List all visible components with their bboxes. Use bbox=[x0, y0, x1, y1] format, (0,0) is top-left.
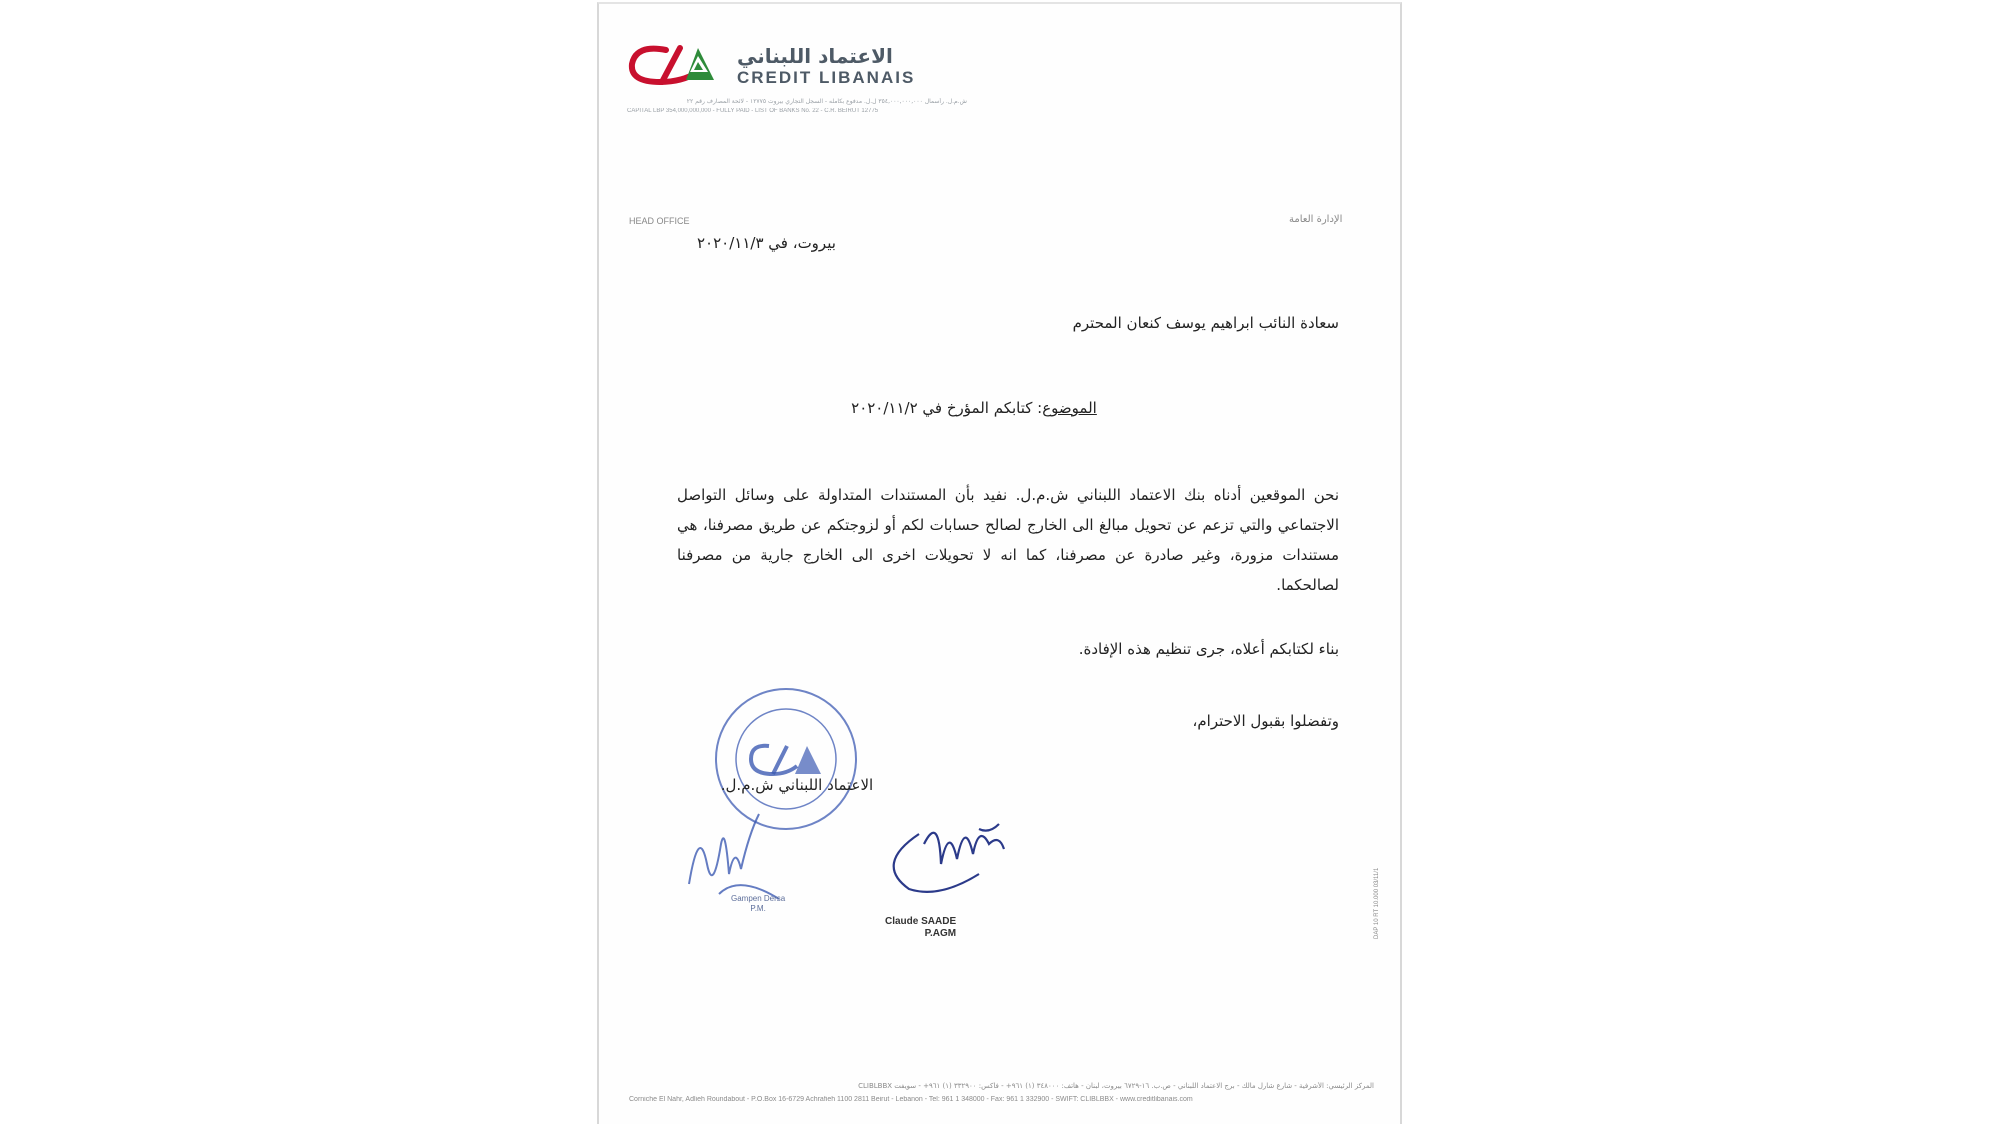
footer-address-arabic: المركز الرئيسي: الأشرفية - شارع شارل مالك - برج الاعتماد اللبناني - ص.ب. ١٦-٦٧٢٩ بيروت، لبنان - هاتف: ٣٤٨٠٠٠ (١) ٩٦١+ - فاكس: ٣٣٢٩٠٠ (١) ٩٦١+ - سويفت CLIBLBBX bbox=[858, 1082, 1374, 1090]
signature-1 bbox=[679, 804, 799, 904]
letter-date: بيروت، في ٢٠٢٠/١١/٣ bbox=[697, 234, 836, 252]
side-reference-code: DAP 10 RT 10.000 03/11/1 bbox=[1374, 867, 1380, 939]
signer-1-name: Gampen Dersa bbox=[731, 894, 786, 903]
signer-2-name: Claude SAADE bbox=[885, 916, 957, 927]
signer-2-title: P.AGM bbox=[924, 928, 957, 939]
subject-text: : كتابكم المؤرخ في ٢٠٢٠/١١/٢ bbox=[851, 399, 1043, 417]
letter-page bbox=[597, 2, 1402, 1124]
letter-subject bbox=[789, 399, 1159, 417]
signature-2 bbox=[879, 804, 1039, 914]
brand-name-arabic: الاعتماد اللبناني bbox=[737, 44, 893, 68]
letter-closing: وتفضلوا بقبول الاحترام، bbox=[1192, 712, 1339, 730]
signer-1-title: P.M. bbox=[750, 904, 766, 913]
subject-label: الموضوع bbox=[1042, 399, 1097, 417]
bank-signature-label: الاعتماد اللبناني ش.م.ل. bbox=[720, 776, 874, 794]
letter-recipient: سعادة النائب ابراهيم يوسف كنعان المحترم bbox=[1072, 314, 1339, 332]
head-office-label-ar: الإدارة العامة bbox=[1289, 214, 1343, 225]
footer-address-english: Corniche El Nahr, Adlieh Roundabout - P.O.Box 16-6729 Achrafieh 1100 2811 Beirut - Lebanon - Tel: 961 1 348000 - Fax: 961 1 332900 - SWIFT: CLIBLBBX - www.creditlibanais.com bbox=[629, 1096, 1193, 1103]
letter-body: نحن الموقعين أدناه بنك الاعتماد اللبناني ش.م.ل. نفيد بأن المستندات المتداولة على وسائل التواصل الاجتماعي والتي تزعم عن تحويل مبالغ الى الخارج لصالح حسابات لكم أو لزوجتكم عن طريق مصرفنا، هي مستندات مزورة، وغير صادرة عن مصرفنا، كما انه لا تحويلات اخرى الى الخارج جارية من مصرفنا لصالحكما. bbox=[677, 486, 1339, 594]
signer-1-name-block bbox=[731, 894, 785, 914]
credit-libanais-logo bbox=[626, 42, 726, 92]
brand-name-english: CREDIT LIBANAIS bbox=[737, 68, 916, 87]
signer-2-name-block bbox=[885, 916, 956, 940]
head-office-label-en: HEAD OFFICE bbox=[629, 216, 690, 226]
letterhead-info-english: CAPITAL LBP 354,000,000,000 - FULLY PAID - LIST OF BANKS No. 22 - C.R. BEIRUT 12775 bbox=[627, 108, 879, 114]
letter-paragraph-2: بناء لكتابكم أعلاه، جرى تنظيم هذه الإفادة. bbox=[1078, 640, 1339, 658]
letterhead-info-arabic: ش.م.ل. رأسمال ٣٥٤,٠٠٠,٠٠٠,٠٠٠ ل.ل. مدفوع بكامله - السجل التجاري بيروت ١٢٧٧٥ - لائحة المصارف رقم ٢٢ bbox=[686, 98, 967, 105]
